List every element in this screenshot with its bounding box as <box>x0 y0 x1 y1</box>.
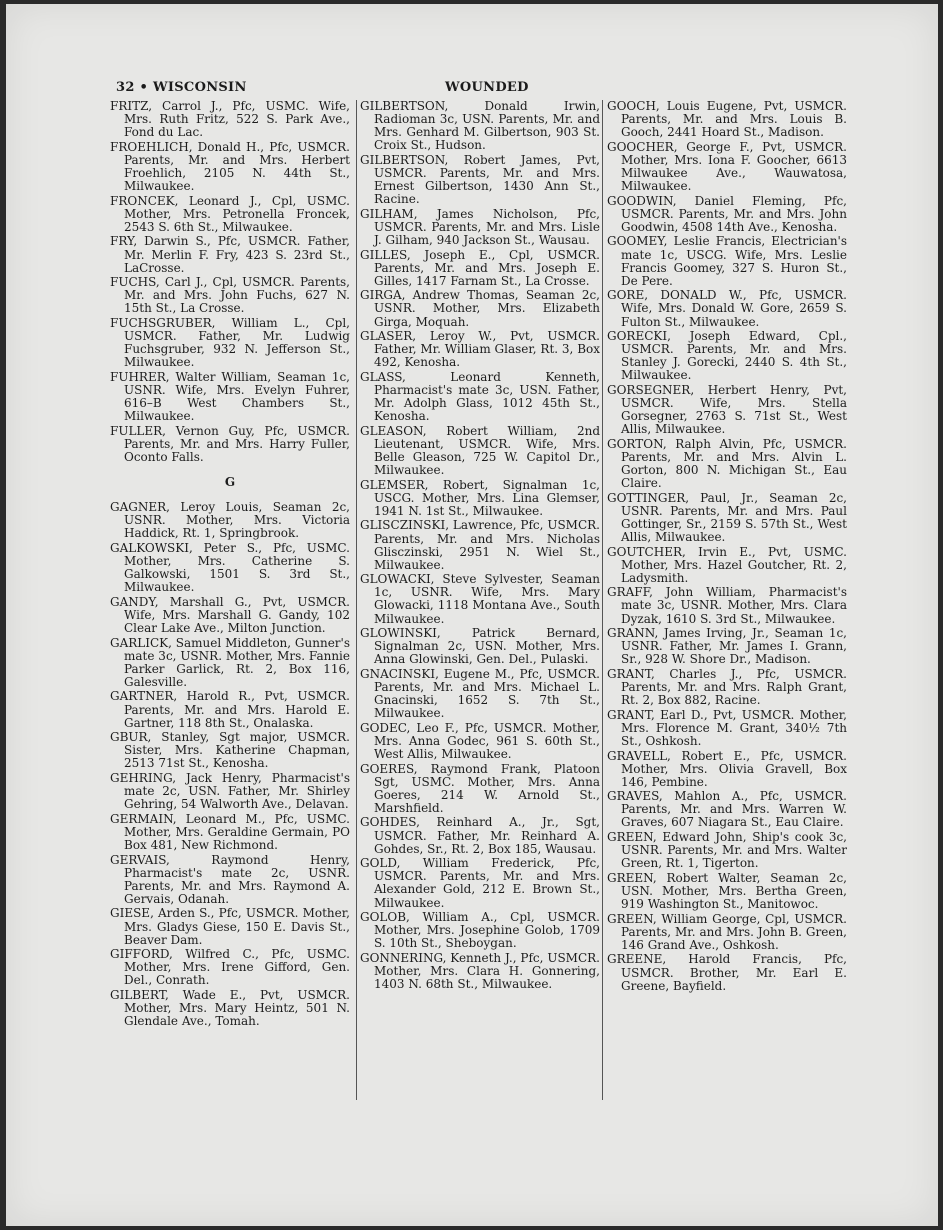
casualty-entry: GARLICK, Samuel Middleton, Gunner's mate 3c, USNR. Mother, Mrs. Fannie Parker Garlick, Rt. 2, Box 116, Galesville. <box>110 635 350 689</box>
casualty-entry: GORTON, Ralph Alvin, Pfc, USMCR. Parents, Mr. and Mrs. Alvin L. Gorton, 800 N. Michigan St., Eau Claire. <box>607 436 847 491</box>
column-3 <box>607 100 847 1110</box>
casualty-entry: FRITZ, Carrol J., Pfc, USMC. Wife, Mrs. Ruth Fritz, 522 S. Park Ave., Fond du Lac. <box>110 99 350 140</box>
casualty-entry: GRANT, Earl D., Pvt, USMCR. Mother, Mrs. Florence M. Grant, 340½ 7th St., Oshkosh. <box>607 707 847 748</box>
casualty-entry: GILBERT, Wade E., Pvt, USMCR. Mother, Mrs. Mary Heintz, 501 N. Glendale Ave., Tomah. <box>110 988 350 1029</box>
casualty-entry: FULLER, Vernon Guy, Pfc, USMCR. Parents, Mr. and Mrs. Harry Fuller, Oconto Falls. <box>110 423 350 464</box>
casualty-entry: GRAFF, John William, Pharmacist's mate 3c, USNR. Mother, Mrs. Clara Dyzak, 1610 S. 3rd St., Milwaukee. <box>607 585 847 626</box>
casualty-entry: GOTTINGER, Paul, Jr., Seaman 2c, USNR. Parents, Mr. and Mrs. Paul Gottinger, Sr., 2159 S. 57th St., West Allis, Milwaukee. <box>607 490 847 544</box>
casualty-entry: GREEN, Robert Walter, Seaman 2c, USN. Mother, Mrs. Bertha Green, 919 Washington St., Manitowoc. <box>607 870 847 912</box>
casualty-entry: FRY, Darwin S., Pfc, USMCR. Father, Mr. Merlin F. Fry, 423 S. 23rd St., LaCrosse. <box>110 234 350 275</box>
casualty-entry: GLEMSER, Robert, Signalman 1c, USCG. Mother, Mrs. Lina Glemser, 1941 N. 1st St., Milwaukee. <box>360 477 600 518</box>
casualty-entry: GIFFORD, Wilfred C., Pfc, USMC. Mother, Mrs. Irene Gifford, Gen. Del., Conrath. <box>110 947 350 988</box>
casualty-entry: FRONCEK, Leonard J., Cpl, USMC. Mother, Mrs. Petronella Froncek, 2543 S. 6th St., Milwaukee. <box>110 193 350 234</box>
casualty-entry: GERMAIN, Leonard M., Pfc, USMC. Mother, Mrs. Geraldine Germain, PO Box 481, New Richmond. <box>110 811 350 852</box>
columns <box>110 100 862 1110</box>
section-letter: G <box>224 475 236 490</box>
casualty-entry: GOODWIN, Daniel Fleming, Pfc, USMCR. Parents, Mr. and Mrs. John Goodwin, 4508 14th Ave., Kenosha. <box>607 193 847 234</box>
casualty-entry: GOLD, William Frederick, Pfc, USMCR. Parents, Mr. and Mrs. Alexander Gold, 212 E. Brown St., Milwaukee. <box>360 856 600 910</box>
casualty-entry: GONNERING, Kenneth J., Pfc, USMCR. Mother, Mrs. Clara H. Gonnering, 1403 N. 68th St., Milwaukee. <box>360 950 600 992</box>
casualty-entry: GILLES, Joseph E., Cpl, USMCR. Parents, Mr. and Mrs. Joseph E. Gilles, 1417 Farnam St., La Crosse. <box>360 247 600 288</box>
column-1 <box>110 100 350 1110</box>
casualty-entry: GLISCZINSKI, Lawrence, Pfc, USMCR. Parents, Mr. and Mrs. Nicholas Glisczinski, 2951 N. Wiel St., Milwaukee. <box>360 518 600 572</box>
casualty-entry: GREEN, William George, Cpl, USMCR. Parents, Mr. and Mrs. John B. Green, 146 Grand Ave., Oshkosh. <box>607 911 847 952</box>
casualty-entry: GALKOWSKI, Peter S., Pfc, USMC. Mother, Mrs. Catherine S. Galkowski, 1501 S. 3rd St., Milwaukee. <box>110 540 350 595</box>
casualty-entry: GILBERTSON, Donald Irwin, Radioman 3c, USN. Parents, Mr. and Mrs. Genhard M. Gilbertson, 903 St. Croix St., Hudson. <box>360 99 600 153</box>
page-header <box>116 80 861 98</box>
casualty-entry: FUHRER, Walter William, Seaman 1c, USNR. Wife, Mrs. Evelyn Fuhrer, 616–B West Chambers St., Milwaukee. <box>110 369 350 424</box>
casualty-entry: GILHAM, James Nicholson, Pfc, USMCR. Parents, Mr. and Mrs. Lisle J. Gilham, 940 Jackson St., Wausau. <box>360 206 600 247</box>
casualty-entry: GLASS, Leonard Kenneth, Pharmacist's mate 3c, USN. Father, Mr. Adolph Glass, 1012 45th St., Kenosha. <box>360 369 600 424</box>
casualty-entry: FUCHS, Carl J., Cpl, USMCR. Parents, Mr. and Mrs. John Fuchs, 627 N. 15th St., La Crosse. <box>110 275 350 316</box>
casualty-entry: GOOCHER, George F., Pvt, USMCR. Mother, Mrs. Iona F. Goocher, 6613 Milwaukee Ave., Wauwatosa, Milwaukee. <box>607 139 847 194</box>
section-title: WOUNDED <box>445 80 529 95</box>
casualty-entry: GREENE, Harold Francis, Pfc, USMCR. Brother, Mr. Earl E. Greene, Bayfield. <box>607 952 847 993</box>
casualty-entry: GORE, DONALD W., Pfc, USMCR. Wife, Mrs. Donald W. Gore, 2659 S. Fulton St., Milwaukee. <box>607 288 847 329</box>
casualty-entry: GREEN, Edward John, Ship's cook 3c, USNR. Parents, Mr. and Mrs. Walter Green, Rt. 1, Tigerton. <box>607 830 847 871</box>
casualty-entry: GANDY, Marshall G., Pvt, USMCR. Wife, Mrs. Marshall G. Gandy, 102 Clear Lake Ave., Milton Junction. <box>110 594 350 635</box>
casualty-entry: GRAVELL, Robert E., Pfc, USMCR. Mother, Mrs. Olivia Gravell, Box 146, Pembine. <box>607 748 847 789</box>
casualty-entry: FUCHSGRUBER, William L., Cpl, USMCR. Father, Mr. Ludwig Fuchsgruber, 932 N. Jefferson St., Milwaukee. <box>110 316 350 370</box>
casualty-entry: GLEASON, Robert William, 2nd Lieutenant, USMCR. Wife, Mrs. Belle Gleason, 725 W. Capitol Dr., Milwaukee. <box>360 423 600 478</box>
casualty-entry: GAGNER, Leroy Louis, Seaman 2c, USNR. Mother, Mrs. Victoria Haddick, Rt. 1, Springbrook. <box>110 500 350 541</box>
casualty-entry: GIESE, Arden S., Pfc, USMCR. Mother, Mrs. Gladys Giese, 150 E. Davis St., Beaver Dam. <box>110 906 350 947</box>
casualty-entry: GOLOB, William A., Cpl, USMCR. Mother, Mrs. Josephine Golob, 1709 S. 10th St., Sheboygan. <box>360 910 600 951</box>
casualty-entry: GIRGA, Andrew Thomas, Seaman 2c, USNR. Mother, Mrs. Elizabeth Girga, Moquah. <box>360 288 600 329</box>
casualty-entry: GLOWACKI, Steve Sylvester, Seaman 1c, USNR. Wife, Mrs. Mary Glowacki, 1118 Montana Ave., South Milwaukee. <box>360 572 600 626</box>
casualty-entry: GORSEGNER, Herbert Henry, Pvt, USMCR. Wife, Mrs. Stella Gorsegner, 2763 S. 71st St., West Allis, Milwaukee. <box>607 382 847 437</box>
column-2 <box>360 100 600 1110</box>
page-number-state: 32 • WISCONSIN <box>116 80 247 95</box>
casualty-entry: GEHRING, Jack Henry, Pharmacist's mate 2c, USN. Father, Mr. Shirley Gehring, 54 Walworth Ave., Delavan. <box>110 771 350 812</box>
casualty-entry: GOOCH, Louis Eugene, Pvt, USMCR. Parents, Mr. and Mrs. Louis B. Gooch, 2441 Hoard St., Madison. <box>607 99 847 140</box>
casualty-entry: GOOMEY, Leslie Francis, Electrician's mate 1c, USCG. Wife, Mrs. Leslie Francis Goomey, 327 S. Huron St., De Pere. <box>607 234 847 288</box>
casualty-entry: FROEHLICH, Donald H., Pfc, USMCR. Parents, Mr. and Mrs. Herbert Froehlich, 2105 N. 44th St., Milwaukee. <box>110 139 350 194</box>
casualty-entry: GODEC, Leo F., Pfc, USMCR. Mother, Mrs. Anna Godec, 961 S. 60th St., West Allis, Milwaukee. <box>360 720 600 761</box>
casualty-entry: GOERES, Raymond Frank, Platoon Sgt, USMC. Mother, Mrs. Anna Goeres, 214 W. Arnold St., Marshfield. <box>360 761 600 815</box>
casualty-entry: GOHDES, Reinhard A., Jr., Sgt, USMCR. Father, Mr. Reinhard A. Gohdes, Sr., Rt. 2, Box 185, Wausau. <box>360 815 600 856</box>
casualty-entry: GRANT, Charles J., Pfc, USMCR. Parents, Mr. and Mrs. Ralph Grant, Rt. 2, Box 882, Racine. <box>607 666 847 708</box>
casualty-entry: GRANN, James Irving, Jr., Seaman 1c, USNR. Father, Mr. James I. Grann, Sr., 928 W. Shore Dr., Madison. <box>607 626 847 667</box>
casualty-entry: GRAVES, Mahlon A., Pfc, USMCR. Parents, Mr. and Mrs. Warren W. Graves, 607 Niagara St., Eau Claire. <box>607 789 847 830</box>
casualty-entry: GNACINSKI, Eugene M., Pfc, USMCR. Parents, Mr. and Mrs. Michael L. Gnacinski, 1652 S. 7th St., Milwaukee. <box>360 666 600 721</box>
casualty-entry: GLASER, Leroy W., Pvt, USMCR. Father, Mr. William Glaser, Rt. 3, Box 492, Kenosha. <box>360 329 600 370</box>
casualty-entry: GILBERTSON, Robert James, Pvt, USMCR. Parents, Mr. and Mrs. Ernest Gilbertson, 1430 Ann St., Racine. <box>360 152 600 207</box>
casualty-entry: GLOWINSKI, Patrick Bernard, Signalman 2c, USN. Mother, Mrs. Anna Glowinski, Gen. Del., Pulaski. <box>360 626 600 667</box>
casualty-entry: GBUR, Stanley, Sgt major, USMCR. Sister, Mrs. Katherine Chapman, 2513 71st St., Kenosha. <box>110 730 350 771</box>
casualty-entry: GARTNER, Harold R., Pvt, USMCR. Parents, Mr. and Mrs. Harold E. Gartner, 118 8th St., Onalaska. <box>110 689 350 730</box>
casualty-entry: GOUTCHER, Irvin E., Pvt, USMC. Mother, Mrs. Hazel Goutcher, Rt. 2, Ladysmith. <box>607 544 847 585</box>
casualty-entry: GERVAIS, Raymond Henry, Pharmacist's mate 2c, USNR. Parents, Mr. and Mrs. Raymond A. Gervais, Odanah. <box>110 852 350 906</box>
casualty-entry: GORECKI, Joseph Edward, Cpl., USMCR. Parents, Mr. and Mrs. Stanley J. Gorecki, 2440 S. 4th St., Milwaukee. <box>607 329 847 383</box>
